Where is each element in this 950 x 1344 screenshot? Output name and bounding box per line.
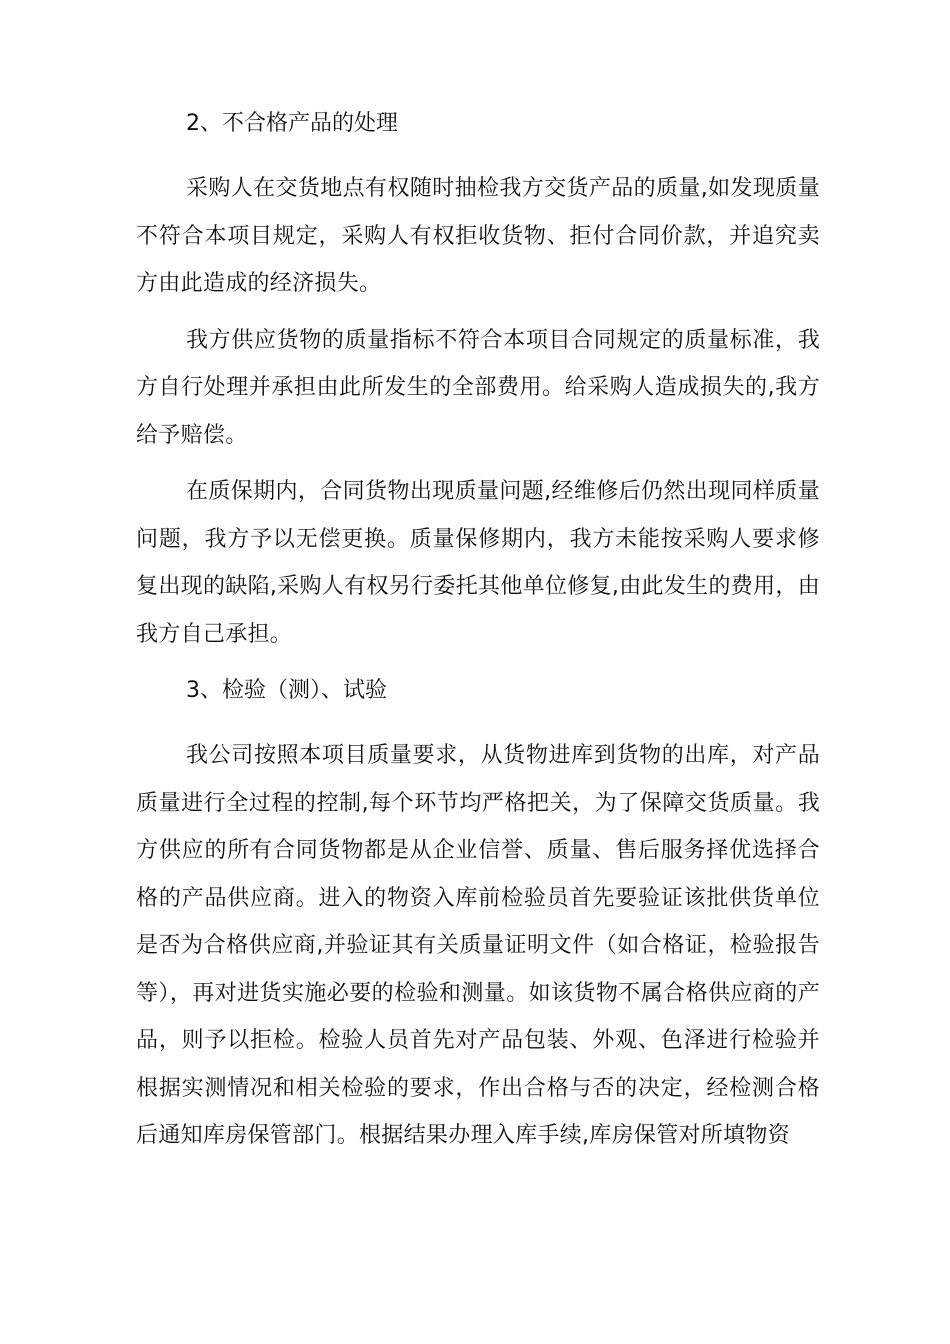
section-2-paragraph-2: 我方供应货物的质量指标不符合本项目合同规定的质量标准，我方自行处理并承担由此所发生的全部费用。给采购人造成损失的,我方给予赔偿。 — [136, 327, 820, 448]
document-body — [136, 100, 820, 1169]
section-2-paragraph-1: 采购人在交货地点有权随时抽检我方交货产品的质量,如发现质量不符合本项目规定，采购人有权拒收货物、拒付合同价款，并追究卖方由此造成的经济损失。 — [136, 176, 820, 296]
section-3-paragraph-1: 我公司按照本项目质量要求，从货物进库到货物的出库，对产品质量进行全过程的控制,每个环节均严格把关，为了保障交货质量。我方供应的所有合同货物都是从企业信誉、质量、售后服务择优选择合格的产品供应商。进入的物资入库前检验员首先要验证该批供货单位是否为合格供应商,并验证其有关质量证明文件（如合格证，检验报告等），再对进货实施必要的检验和测量。如该货物不属合格供应商的产品，则予以拒检。检验人员首先对产品包装、外观、色泽进行检验并根据实测情况和相关检验的要求，作出合格与否的决定，经检测合格后通知库房保管部门。根据结果办理入库手续,库房保管对所填物资 — [136, 743, 820, 1148]
section-3-heading: 3、检验（测）、试验 — [186, 678, 387, 703]
section-2-heading: 2、不合格产品的处理 — [186, 111, 398, 136]
section-2-paragraph-3: 在质保期内，合同货物出现质量问题,经维修后仍然出现同样质量问题，我方予以无偿更换。质量保修期内，我方未能按采购人要求修复出现的缺陷,采购人有权另行委托其他单位修复,由此发生的费用，由我方自己承担。 — [136, 479, 820, 647]
